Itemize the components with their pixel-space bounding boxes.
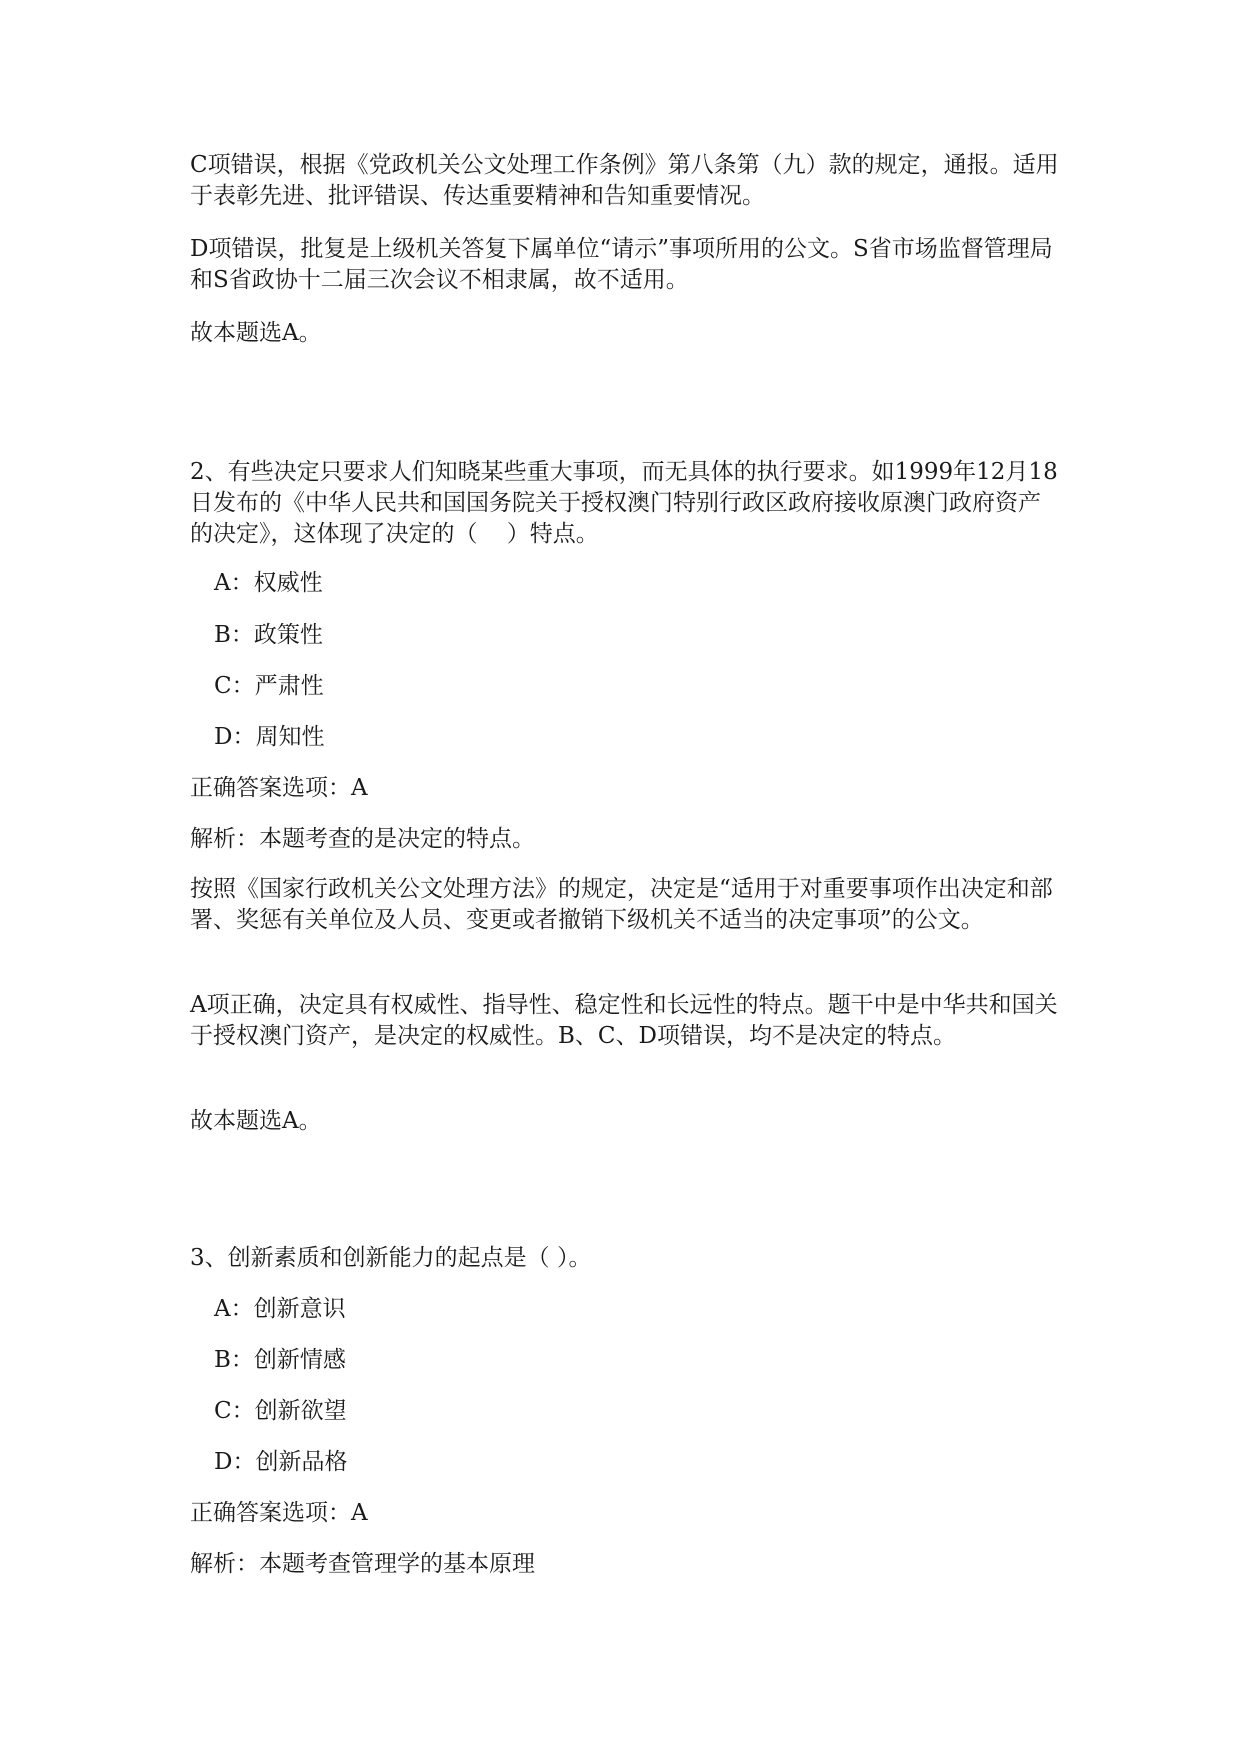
question-2-option-c: C：严肃性: [214, 673, 324, 699]
conclusion-text: 故本题选A。: [190, 320, 322, 346]
question-3-option-b: B：创新情感: [214, 1347, 346, 1373]
question-2-option-a: A：权威性: [214, 570, 323, 596]
question-3-analysis: 解析：本题考查管理学的基本原理: [190, 1551, 535, 1577]
explanation-option-c: C项错误，根据《党政机关公文处理工作条例》第八条第（九）款的规定，通报。适用于表彰先进、批评错误、传达重要精神和告知重要情况。: [190, 152, 1059, 209]
question-3-answer: 正确答案选项：A: [190, 1500, 368, 1526]
question-2-explanation-1: 按照《国家行政机关公文处理方法》的规定，决定是“适用于对重要事项作出决定和部署、奖惩有关单位及人员、变更或者撤销下级机关不适当的决定事项”的公文。: [190, 876, 1053, 933]
question-3-option-d: D：创新品格: [214, 1449, 348, 1475]
question-2-conclusion: 故本题选A。: [190, 1108, 322, 1134]
question-2-option-d: D：周知性: [214, 724, 325, 750]
question-2-analysis: 解析：本题考查的是决定的特点。: [190, 826, 535, 852]
question-2-option-b: B：政策性: [214, 622, 323, 648]
question-2-answer: 正确答案选项：A: [190, 775, 368, 801]
explanation-option-d: D项错误，批复是上级机关答复下属单位“请示”事项所用的公文。S省市场监督管理局和S省政协十二届三次会议不相隶属，故不适用。: [190, 236, 1053, 293]
question-3-option-c: C：创新欲望: [214, 1398, 347, 1424]
question-2-explanation-2: A项正确，决定具有权威性、指导性、稳定性和长远性的特点。题干中是中华共和国关于授权澳门资产，是决定的权威性。B、C、D项错误，均不是决定的特点。: [190, 992, 1058, 1049]
question-3-stem: 3、创新素质和创新能力的起点是（ ）。: [190, 1245, 592, 1271]
question-2-stem: 2、有些决定只要求人们知晓某些重大事项，而无具体的执行要求。如1999年12月18日发布的《中华人民共和国国务院关于授权澳门特别行政区政府接收原澳门政府资产的决定》，这体现了决定的（ ）特点。: [190, 459, 1058, 547]
question-3-option-a: A：创新意识: [214, 1296, 346, 1322]
